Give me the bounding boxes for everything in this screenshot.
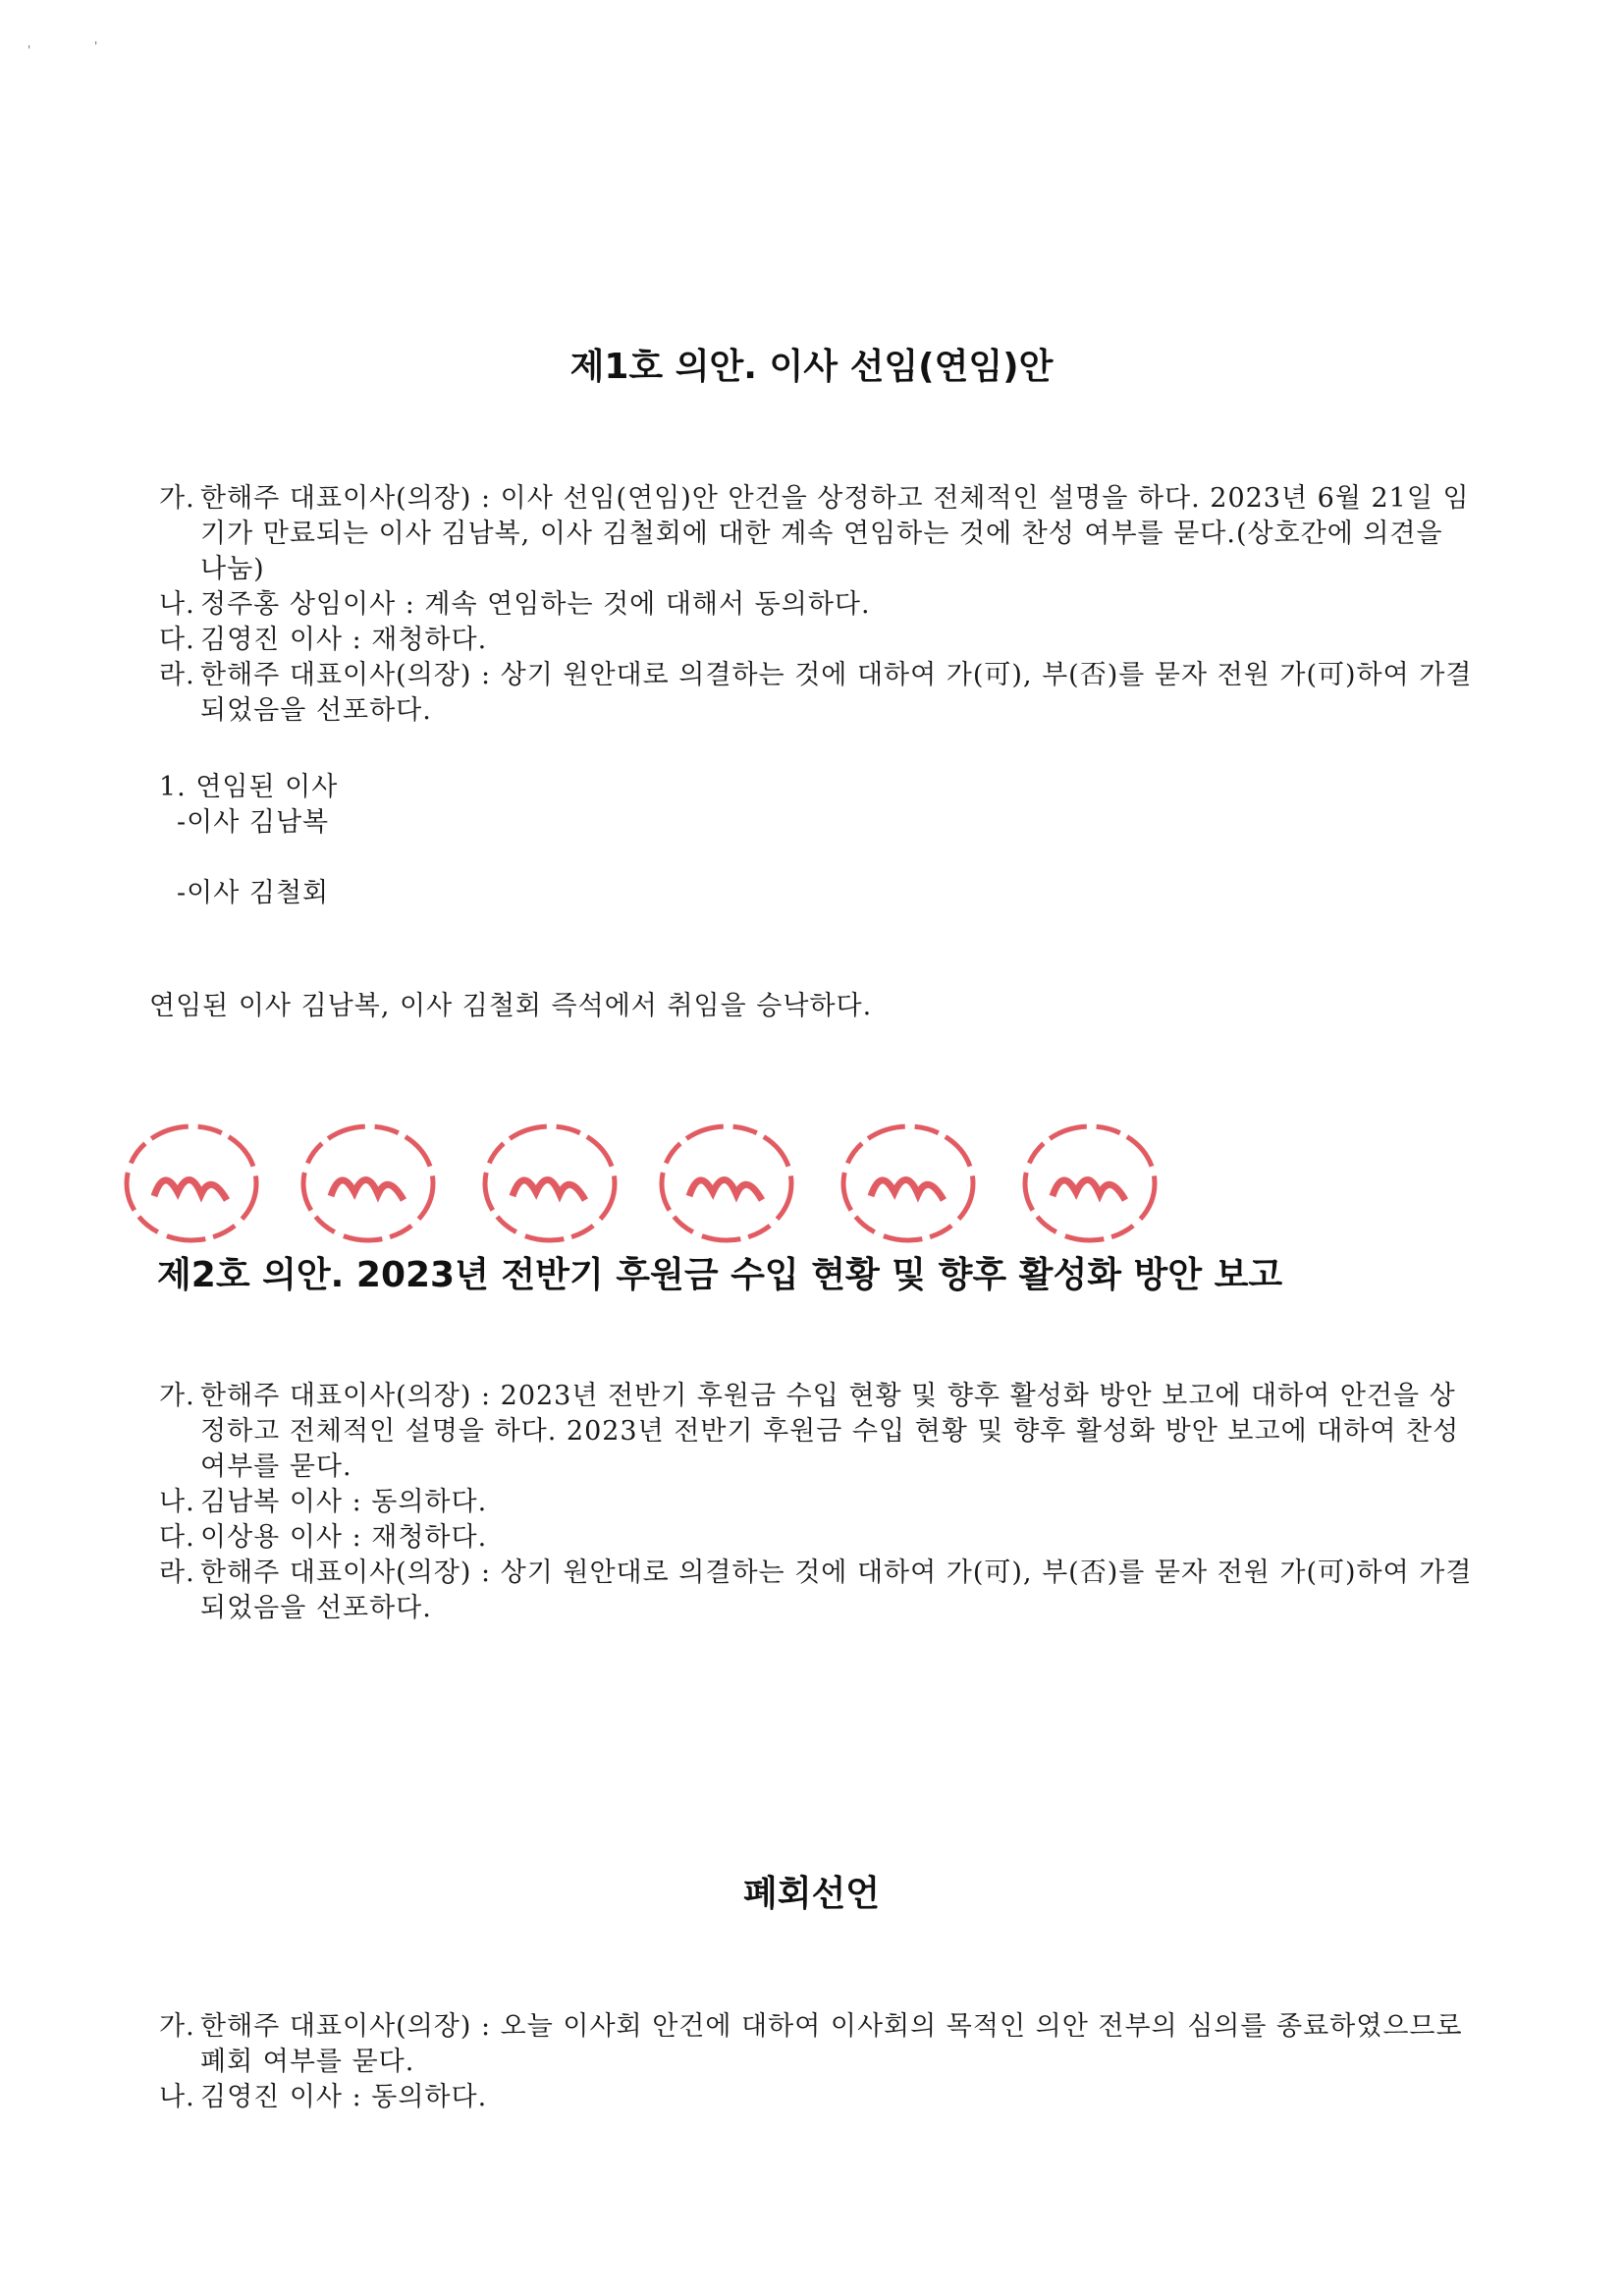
list-item bbox=[159, 658, 1475, 729]
seal-row bbox=[118, 1110, 1296, 1267]
item-marker: 다. bbox=[159, 1522, 195, 1553]
seal-glyph-mark bbox=[154, 1179, 227, 1200]
section2-items bbox=[159, 1379, 1475, 1626]
list-item bbox=[159, 1556, 1475, 1626]
item-text: 한해주 대표이사(의장) : 상기 원안대로 의결하는 것에 대하여 가(可), 부(否)를 묻자 전원 가(可)하여 가결되었음을 선포하다. bbox=[200, 660, 1473, 726]
list-item bbox=[159, 481, 1475, 587]
item-marker: 나. bbox=[159, 589, 195, 620]
item-text: 정주홍 상임이사 : 계속 연임하는 것에 대해서 동의하다. bbox=[200, 589, 871, 620]
seal-glyph-mark bbox=[1053, 1179, 1125, 1200]
closing-items bbox=[159, 2009, 1475, 2115]
section1-title: 제1호 의안. 이사 선임(연임)안 bbox=[569, 347, 1054, 387]
seal-glyph-mark bbox=[689, 1179, 762, 1200]
item-marker: 가. bbox=[159, 2011, 195, 2042]
item-text: 한해주 대표이사(의장) : 오늘 이사회 안건에 대하여 이사회의 목적인 의안 전부의 심의를 종료하였으므로 폐회 여부를 묻다. bbox=[200, 2011, 1463, 2077]
list-item bbox=[159, 1520, 1475, 1556]
item-marker: 가. bbox=[159, 1381, 195, 1411]
seal-glyph-mark bbox=[871, 1179, 944, 1200]
item-text: 한해주 대표이사(의장) : 상기 원안대로 의결하는 것에 대하여 가(可), 부(否)를 묻자 전원 가(可)하여 가결되었음을 선포하다. bbox=[200, 1558, 1473, 1623]
item-marker: 가. bbox=[159, 483, 195, 514]
item-text: 이상용 이사 : 재청하다. bbox=[200, 1522, 488, 1553]
list-item bbox=[159, 1485, 1475, 1520]
list-item bbox=[159, 2080, 1475, 2115]
director-entry: -이사 김철회 bbox=[177, 878, 330, 908]
section1-items bbox=[159, 481, 1475, 729]
item-text: 김영진 이사 : 동의하다. bbox=[200, 2082, 488, 2112]
seal-glyph-mark bbox=[513, 1179, 585, 1200]
seal-impressions bbox=[118, 1110, 1296, 1267]
item-text: 김영진 이사 : 재청하다. bbox=[200, 625, 488, 655]
list-item bbox=[159, 623, 1475, 658]
scan-speck: ' bbox=[94, 39, 98, 53]
scan-speck: ' bbox=[27, 43, 31, 57]
reappointed-heading: 1. 연임된 이사 bbox=[159, 772, 339, 802]
closing-title: 폐회선언 bbox=[742, 1874, 881, 1914]
item-marker: 나. bbox=[159, 1487, 195, 1517]
seal-glyph-mark bbox=[331, 1179, 404, 1200]
item-text: 한해주 대표이사(의장) : 이사 선임(연임)안 안건을 상정하고 전체적인 설명을 하다. 2023년 6월 21일 임기가 만료되는 이사 김남복, 이사 김철회에 대한 계속 연임하는 것에 찬성 여부를 묻다.(상호간에 의견을 나눔) bbox=[200, 483, 1470, 584]
list-item bbox=[159, 587, 1475, 623]
director-entry: -이사 김남복 bbox=[177, 807, 330, 838]
item-marker: 라. bbox=[159, 1558, 195, 1588]
acceptance-statement: 연임된 이사 김남복, 이사 김철회 즉석에서 취임을 승낙하다. bbox=[149, 991, 873, 1021]
item-text: 김남복 이사 : 동의하다. bbox=[200, 1487, 488, 1517]
item-marker: 다. bbox=[159, 625, 195, 655]
list-item bbox=[159, 1379, 1475, 1485]
section2-title: 제2호 의안. 2023년 전반기 후원금 수입 현황 및 향후 활성화 방안 보고 bbox=[157, 1255, 1283, 1295]
item-marker: 라. bbox=[159, 660, 195, 690]
list-item bbox=[159, 2009, 1475, 2080]
item-marker: 나. bbox=[159, 2082, 195, 2112]
item-text: 한해주 대표이사(의장) : 2023년 전반기 후원금 수입 현황 및 향후 활성화 방안 보고에 대하여 안건을 상정하고 전체적인 설명을 하다. 2023년 전반기 후원금 수입 현황 및 향후 활성화 방안 보고에 대하여 찬성 여부를 묻다. bbox=[200, 1381, 1460, 1482]
